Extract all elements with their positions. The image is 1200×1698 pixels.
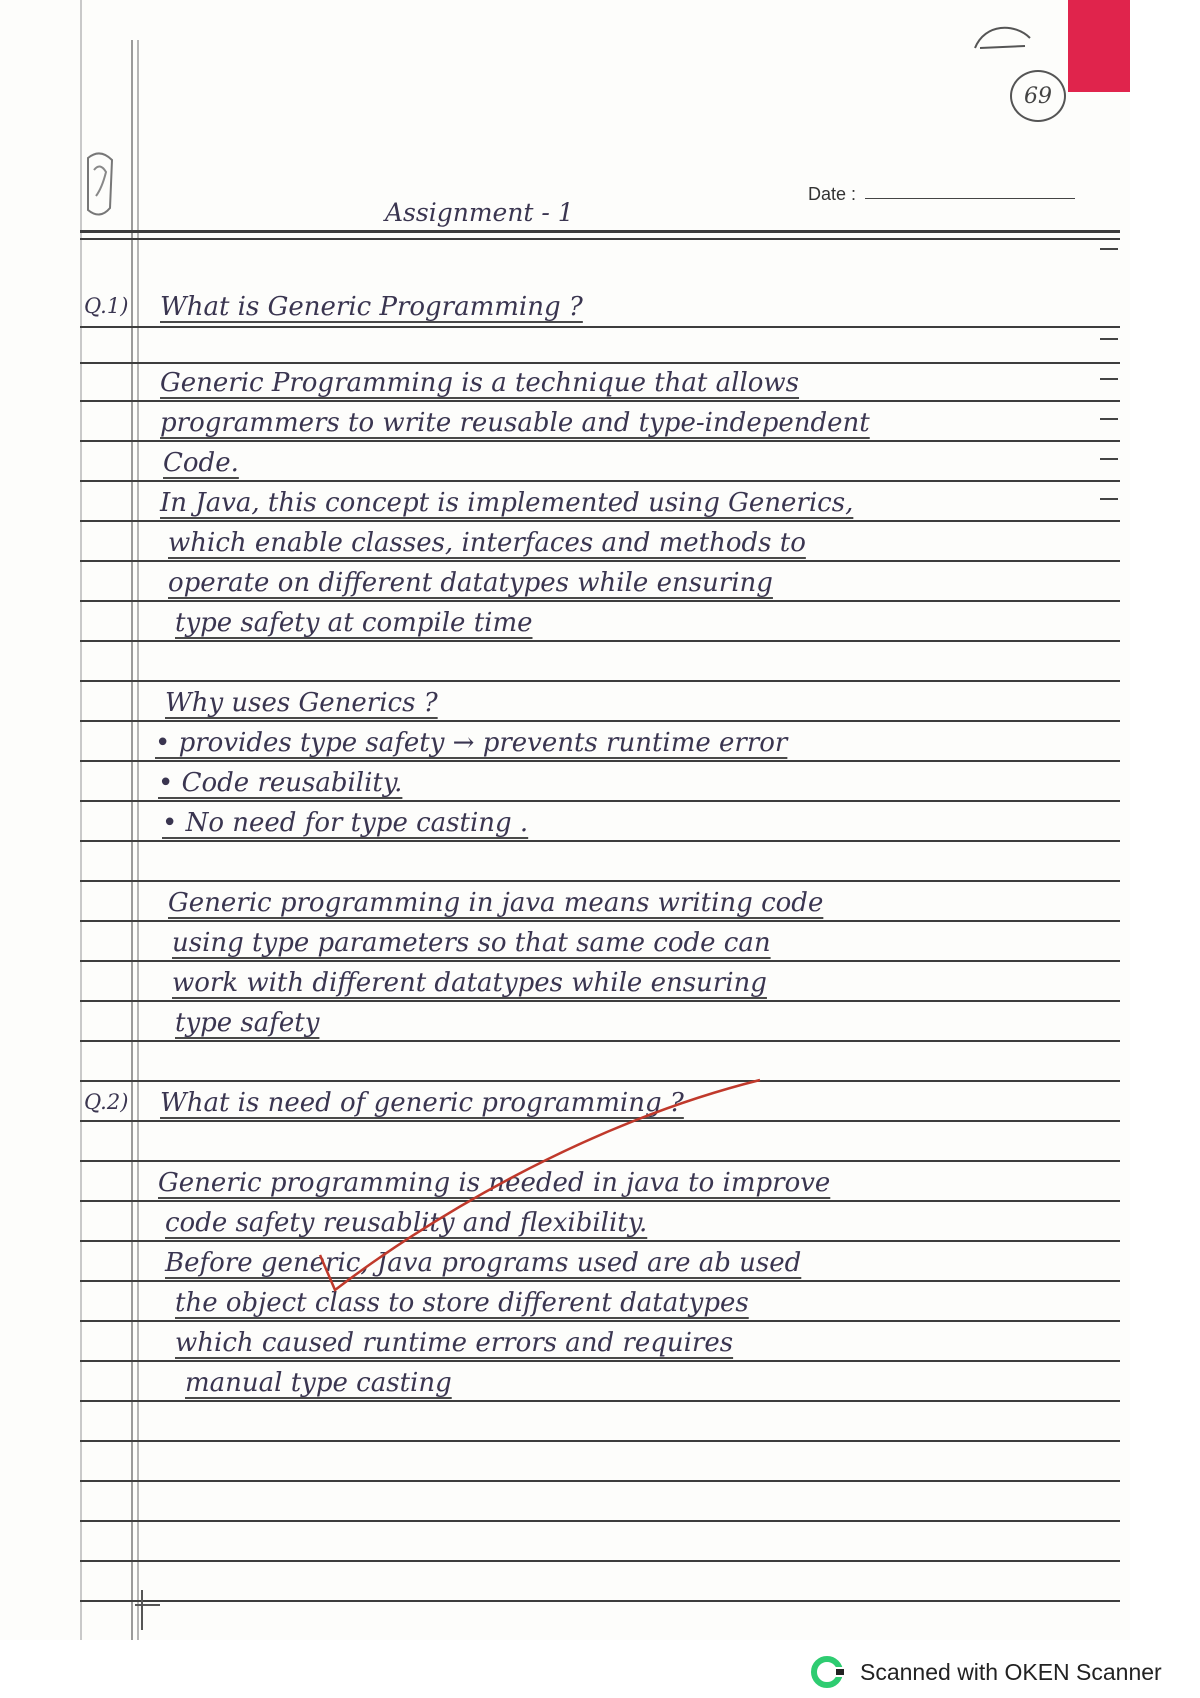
ruled-line	[80, 560, 1120, 562]
why-point: • Code reusability.	[158, 768, 403, 798]
answer-line: Code.	[163, 448, 239, 478]
ruled-line	[80, 800, 1120, 802]
ruled-line	[80, 1560, 1120, 1562]
answer-line: programmers to write reusable and type-independent	[160, 408, 870, 438]
ruled-line	[80, 1600, 1120, 1602]
answer-line: Generic Programming is a technique that allows	[160, 368, 800, 398]
date-label: Date :	[808, 184, 857, 204]
why-point: • provides type safety → prevents runtime error	[155, 728, 788, 758]
ruled-line	[80, 1360, 1120, 1362]
ruled-line	[80, 640, 1120, 642]
page-left-edge	[80, 0, 82, 1640]
ruled-line	[80, 920, 1120, 922]
page-number: 69	[1010, 70, 1066, 122]
ruled-line	[80, 520, 1120, 522]
question-number: Q.1)	[84, 294, 129, 318]
ruled-line	[80, 480, 1120, 482]
ruled-line	[80, 230, 1120, 233]
summary-line: Generic programming in java means writing code	[168, 888, 824, 918]
ruled-line	[80, 326, 1120, 328]
ruled-line	[80, 720, 1120, 722]
ruled-line	[80, 960, 1120, 962]
ruled-line	[80, 680, 1120, 682]
summary-line: using type parameters so that same code can	[172, 928, 771, 958]
summary-line: type safety	[175, 1008, 320, 1038]
ruled-line	[80, 840, 1120, 842]
answer-line: code safety reusablity and flexibility.	[165, 1208, 648, 1238]
edge-tick	[1100, 248, 1118, 250]
question-text: What is Generic Programming ?	[160, 292, 583, 322]
assignment-title: Assignment - 1	[385, 198, 574, 227]
margin-doodle	[130, 1585, 170, 1635]
ruled-line	[80, 440, 1120, 442]
answer-line: operate on different datatypes while ensuring	[168, 568, 773, 598]
answer-line: which caused runtime errors and requires	[175, 1328, 734, 1358]
ruled-line	[80, 1520, 1120, 1522]
ruled-line	[80, 362, 1120, 364]
answer-line: type safety at compile time	[175, 608, 533, 638]
scanner-text: Scanned with OKEN Scanner	[860, 1658, 1162, 1685]
edge-tick	[1100, 498, 1118, 500]
question-text: What is need of generic programming ?	[160, 1088, 684, 1118]
edge-tick	[1100, 338, 1118, 340]
ruled-line	[80, 1040, 1120, 1042]
ruled-line	[80, 1480, 1120, 1482]
answer-line: In Java, this concept is implemented using Generics,	[160, 488, 854, 518]
school-logo-icon	[80, 148, 118, 226]
edge-tick	[1100, 418, 1118, 420]
ruled-line	[80, 1440, 1120, 1442]
why-heading: Why uses Generics ?	[165, 688, 438, 718]
scribble-mark	[970, 18, 1050, 58]
scanner-watermark	[810, 1655, 1162, 1689]
edge-tick	[1100, 378, 1118, 380]
answer-line: the object class to store different datatypes	[175, 1288, 749, 1318]
ruled-line	[80, 1000, 1120, 1002]
edge-tick	[1100, 458, 1118, 460]
summary-line: work with different datatypes while ensuring	[172, 968, 767, 998]
answer-line: which enable classes, interfaces and methods to	[168, 528, 806, 558]
date-line	[865, 198, 1075, 199]
scanner-logo-icon	[810, 1655, 848, 1689]
page-tab	[1068, 0, 1130, 92]
answer-line: Generic programming is needed in java to improve	[158, 1168, 831, 1198]
ruled-line	[80, 1320, 1120, 1322]
ruled-line	[80, 880, 1120, 882]
answer-line: Before generic, Java programs used are ab used	[165, 1248, 802, 1278]
ruled-line	[80, 600, 1120, 602]
teacher-check-mark	[300, 1075, 780, 1315]
ruled-line	[80, 1400, 1120, 1402]
why-point: • No need for type casting .	[162, 808, 529, 838]
question-number: Q.2)	[84, 1090, 129, 1114]
ruled-line	[80, 238, 1120, 240]
answer-line: manual type casting	[185, 1368, 452, 1398]
ruled-line	[80, 400, 1120, 402]
ruled-line	[80, 760, 1120, 762]
